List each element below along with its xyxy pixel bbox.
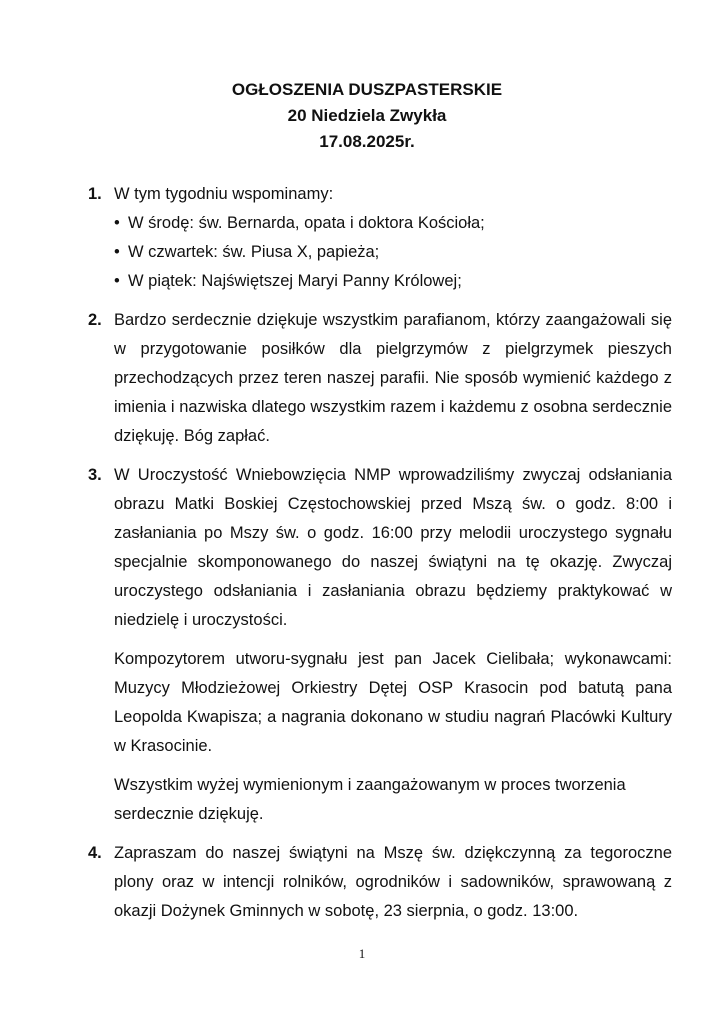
bullet-icon: • [114,243,120,261]
liturgical-sunday: 20 Niedziela Zwykła [287,106,447,125]
list-item: • W piątek: Najświętszej Maryi Panny Królowej; [114,267,672,296]
announcement-4 [88,839,672,926]
bullet-icon: • [114,272,120,290]
announcement-1 [88,180,672,296]
item-text: W Uroczystość Wniebowzięcia NMP wprowadziliśmy zwyczaj odsłaniania obrazu Matki Boskiej Częstochowskiej przed Mszą św. o godz. 8:00 i zasłaniania po Mszy św. o godz. 16:00 przy melodii uroczystego sygnału specjalnie skomponowanego do naszej świątyni na tę okazję. Zwyczaj uroczystego odsłaniania i zasłaniania obrazu będziemy praktykować w niedzielę i uroczystości. [114,466,672,629]
item-text: Kompozytorem utworu-sygnału jest pan Jacek Cielibała; wykonawcami: Muzycy Młodzieżowej Orkiestry Dętej OSP Krasocin pod batutą pana Leopolda Kwapisza; a nagrania dokonano w studiu nagrań Placówki Kultury w Krasocinie. [114,650,672,755]
document-date: 17.08.2025r. [319,132,415,151]
announcements-list [88,180,672,936]
item-number: 4. [88,844,102,862]
page-number: 1 [358,946,366,961]
item-number: 1. [88,185,102,203]
list-item: • W środę: św. Bernarda, opata i doktora Kościoła; [114,209,672,238]
item-intro: W tym tygodniu wspominamy: [114,185,334,203]
announcement-3 [88,461,672,829]
list-item: • W czwartek: św. Piusa X, papieża; [114,238,672,267]
item-text: Zapraszam do naszej świątyni na Mszę św. dziękczynną za tegoroczne plony oraz w intencji rolników, ogrodników i sadowników, sprawowaną z okazji Dożynek Gminnych w sobotę, 23 sierpnia, o godz. 13:00. [114,844,672,920]
saints-list [114,209,672,296]
announcement-2 [88,306,672,451]
item-text: Wszystkim wyżej wymienionym i zaangażowanym w proces tworzenia serdecznie dziękuję. [114,776,626,823]
item-number: 3. [88,466,102,484]
item-text: Bardzo serdecznie dziękuje wszystkim parafianom, którzy zaangażowali się w przygotowanie posiłków dla pielgrzymów z pielgrzymek pieszych przechodzących przez teren naszej parafii. Nie sposób wymienić każdego z imienia i nazwiska dlatego wszystkim razem i każdemu z osobna serdecznie dziękuję. Bóg zapłać. [114,311,672,445]
item-number: 2. [88,311,102,329]
bullet-icon: • [114,214,120,232]
document-title: OGŁOSZENIA DUSZPASTERSKIE [231,80,503,99]
title-block [0,77,724,155]
